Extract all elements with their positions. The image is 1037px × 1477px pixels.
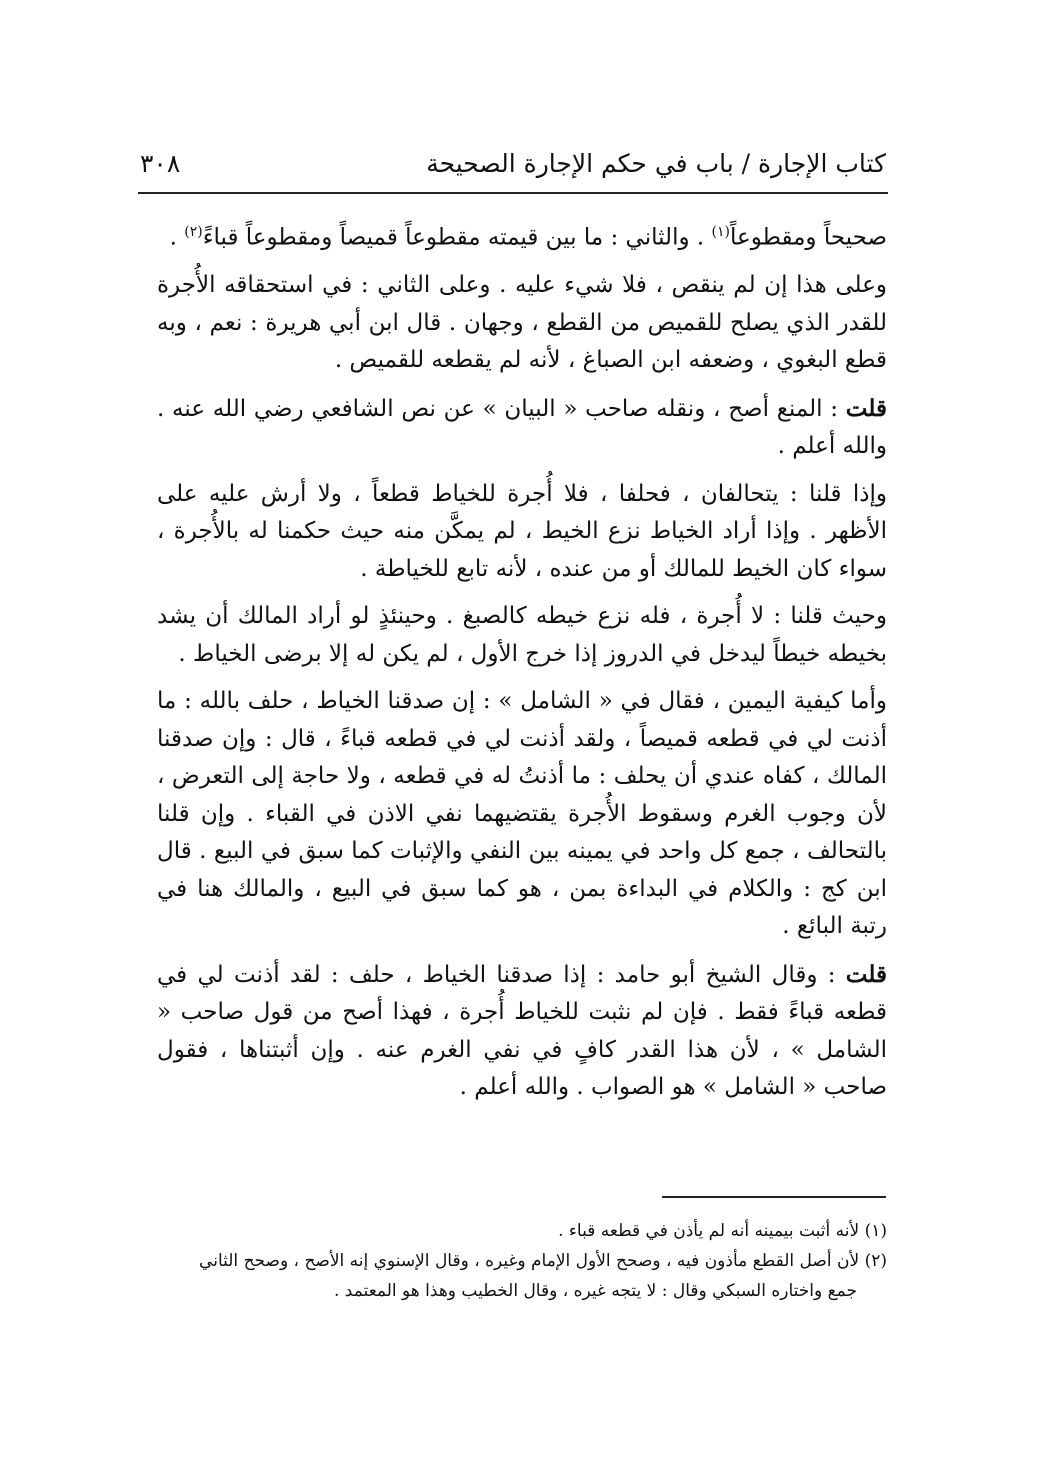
paragraph-3	[157, 390, 887, 466]
chapter-title: كتاب الإجارة / باب في حكم الإجارة الصحيحة	[426, 148, 886, 178]
footnote-1-marker: (١)	[864, 1221, 887, 1241]
paragraph-5: وحيث قلنا : لا أُجرة ، فله نزع خيطه كالصبغ . وحينئذٍ لو أراد المالك أن يشد بخيطه خيطاً ليدخل في الدروز إذا خرج الأول ، لم يكن له إلا برضى الخياط .	[157, 603, 887, 667]
footnote-ref-1[interactable]: (١)	[711, 224, 730, 240]
paragraph-3-text: : المنع أصح ، ونقله صاحب « البيان » عن نص الشافعي رضي الله عنه . والله أعلم .	[157, 395, 887, 460]
footnotes	[165, 1218, 887, 1308]
footnote-2-marker: (٢)	[864, 1251, 887, 1271]
footnote-1	[165, 1218, 887, 1244]
footnote-divider	[662, 1196, 886, 1198]
footnote-2-line-2: جمع واختاره السبكي وقال : لا يتجه غيره ، وقال الخطيب وهذا هو المعتمد .	[334, 1281, 857, 1301]
paragraph-1	[157, 214, 887, 257]
paragraph-4: وإذا قلنا : يتحالفان ، فحلفا ، فلا أُجرة للخياط قطعاً ، ولا أرش عليه على الأظهر . وإذا أراد الخياط نزع الخيط ، لم يمكَّن منه حيث حكمنا له بالأُجرة ، سواء كان الخيط للمالك أو من عنده ، لأنه تابع للخياطة .	[157, 480, 887, 582]
footnote-2-line-1: لأن أصل القطع مأذون فيه ، وصحح الأول الإمام وغيره ، وقال الإسنوي إنه الأصح ، وصحح الثاني	[199, 1251, 860, 1271]
paragraph-7-lead: قلت	[845, 960, 887, 988]
footnote-1-text: لأنه أثبت بيمينه أنه لم يأذن في قطعه قباء .	[558, 1221, 860, 1241]
paragraph-1-text-a: صحيحاً ومقطوعاً	[729, 224, 887, 251]
footnote-2-continued	[165, 1278, 887, 1304]
paragraph-1-text-c: .	[169, 224, 185, 251]
footnote-ref-2[interactable]: (٢)	[184, 224, 203, 240]
main-text	[157, 214, 887, 1117]
paragraph-7-text: : وقال الشيخ أبو حامد : إذا صدقنا الخياط ، حلف : لقد أذنت لي في قطعه قباءً فقط . فإن لم نثبت للخياط أُجرة ، فهذا أصح من قول صاحب « الشامل » ، لأن هذا القدر كافٍ في نفي الغرم عنه . وإن أثبتناها ، فقول صاحب « الشامل » هو الصواب . والله أعلم .	[157, 961, 887, 1101]
paragraph-7	[157, 956, 887, 1107]
page-number: ٣٠٨	[140, 148, 181, 178]
running-header	[140, 143, 886, 183]
paragraph-3-lead: قلت	[845, 394, 887, 422]
header-divider	[138, 192, 888, 194]
paragraph-1-text-b: . والثاني : ما بين قيمته مقطوعاً قميصاً ومقطوعاً قباءً	[202, 224, 712, 251]
footnote-2	[165, 1248, 887, 1274]
paragraph-6: وأما كيفية اليمين ، فقال في « الشامل » : إن صدقنا الخياط ، حلف بالله : ما أذنت لي في قطعه قميصاً ، ولقد أذنت لي في قطعه قباءً ، قال : وإن صدقنا المالك ، كفاه عندي أن يحلف : ما أذنتُ له في قطعه ، ولا حاجة إلى التعرض ، لأن وجوب الغرم وسقوط الأُجرة يقتضيهما نفي الاذن في القباء . وإن قلنا بالتحالف ، جمع كل واحد في يمينه بين النفي والإثبات كما سبق في البيع . قال ابن كج : والكلام في البداءة بمن ، هو كما سبق في البيع ، والمالك هنا في رتبة البائع .	[157, 688, 887, 940]
paragraph-2: وعلى هذا إن لم ينقص ، فلا شيء عليه . وعلى الثاني : في استحقاقه الأُجرة للقدر الذي يصلح للقميص من القطع ، وجهان . قال ابن أبي هريرة : نعم ، وبه قطع البغوي ، وضعفه ابن الصباغ ، لأنه لم يقطعه للقميص .	[157, 272, 887, 374]
